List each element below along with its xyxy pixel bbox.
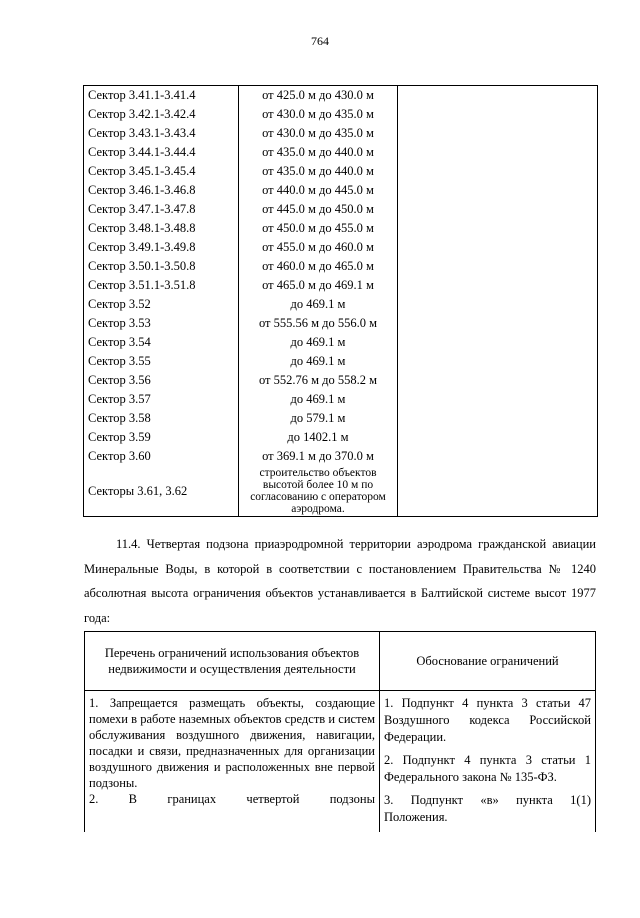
sector-empty-cell	[398, 143, 598, 162]
sector-empty-cell	[398, 162, 598, 181]
sector-empty-cell	[398, 371, 598, 390]
sector-row	[84, 105, 598, 124]
sector-height-limit: от 430.0 м до 435.0 м	[239, 124, 398, 143]
sector-height-limit: от 465.0 м до 469.1 м	[239, 276, 398, 295]
subzone-paragraph: 11.4. Четвертая подзона приаэродромной территории аэродрома гражданской авиации Минеральные Воды, в которой в соответствии с постановлением Правительства № 1240 абсолютная высота ограничения объектов устанавливается в Балтийской системе высот 1977 года:	[84, 537, 596, 625]
restriction-item: 1. Запрещается размещать объекты, создающие помехи в работе наземных объектов средств и систем обслуживания воздушного движения, навигации, посадки и связи, предназначенных для организации воздушного движения и расположенных вне первой подзоны.	[89, 696, 375, 790]
sector-height-limit: от 555.56 м до 556.0 м	[239, 314, 398, 333]
sector-name: Сектор 3.57	[84, 390, 239, 409]
sector-name: Секторы 3.61, 3.62	[84, 466, 239, 517]
sector-height-limit: до 1402.1 м	[239, 428, 398, 447]
sector-empty-cell	[398, 314, 598, 333]
sector-name: Сектор 3.46.1-3.46.8	[84, 181, 239, 200]
sector-empty-cell	[398, 86, 598, 106]
sector-row	[84, 466, 598, 517]
sector-name: Сектор 3.43.1-3.43.4	[84, 124, 239, 143]
sector-name: Сектор 3.58	[84, 409, 239, 428]
sector-row	[84, 295, 598, 314]
sector-height-limit: от 445.0 м до 450.0 м	[239, 200, 398, 219]
sector-empty-cell	[398, 409, 598, 428]
sector-row	[84, 447, 598, 466]
header-justification: Обоснование ограничений	[380, 632, 596, 691]
sector-row	[84, 124, 598, 143]
sector-height-limit: до 579.1 м	[239, 409, 398, 428]
sector-height-limit: от 455.0 м до 460.0 м	[239, 238, 398, 257]
sector-empty-cell	[398, 333, 598, 352]
restriction-item: 2. В границах четвертой подзоны	[89, 792, 375, 806]
sector-height-limit: до 469.1 м	[239, 333, 398, 352]
restrictions-left-cell	[85, 691, 380, 833]
sector-empty-cell	[398, 276, 598, 295]
sector-name: Сектор 3.56	[84, 371, 239, 390]
sector-row	[84, 314, 598, 333]
header-restrictions-list: Перечень ограничений использования объектов недвижимости и осуществления деятельности	[85, 632, 380, 691]
sector-row	[84, 200, 598, 219]
sector-name: Сектор 3.48.1-3.48.8	[84, 219, 239, 238]
sector-empty-cell	[398, 352, 598, 371]
sector-name: Сектор 3.42.1-3.42.4	[84, 105, 239, 124]
sector-empty-cell	[398, 105, 598, 124]
justification-item: 2. Подпункт 4 пункта 3 статьи 1 Федерального закона № 135-ФЗ.	[384, 753, 591, 784]
restrictions-table	[84, 631, 596, 832]
sector-name: Сектор 3.47.1-3.47.8	[84, 200, 239, 219]
restrictions-header-row	[85, 632, 596, 691]
sector-height-limit: от 460.0 м до 465.0 м	[239, 257, 398, 276]
sector-name: Сектор 3.55	[84, 352, 239, 371]
sector-name: Сектор 3.51.1-3.51.8	[84, 276, 239, 295]
sector-empty-cell	[398, 238, 598, 257]
sector-row	[84, 181, 598, 200]
sector-name: Сектор 3.41.1-3.41.4	[84, 86, 239, 106]
sector-row	[84, 352, 598, 371]
justification-item: 3. Подпункт «в» пункта 1(1) Положения.	[384, 793, 591, 824]
sector-height-limit: строительство объектов высотой более 10 м по согласованию с оператором аэродрома.	[239, 466, 398, 517]
sector-row	[84, 333, 598, 352]
sector-height-limit: от 435.0 м до 440.0 м	[239, 143, 398, 162]
sector-row	[84, 276, 598, 295]
sector-row	[84, 238, 598, 257]
sector-row	[84, 390, 598, 409]
sector-height-limit: от 435.0 м до 440.0 м	[239, 162, 398, 181]
sector-empty-cell	[398, 200, 598, 219]
sector-height-limit: до 469.1 м	[239, 390, 398, 409]
sector-empty-cell	[398, 428, 598, 447]
sector-name: Сектор 3.49.1-3.49.8	[84, 238, 239, 257]
restrictions-body-row	[85, 691, 596, 833]
sector-empty-cell	[398, 124, 598, 143]
restrictions-right-cell	[380, 691, 596, 833]
sector-height-limit: до 469.1 м	[239, 352, 398, 371]
sector-name: Сектор 3.52	[84, 295, 239, 314]
sector-height-limit: от 440.0 м до 445.0 м	[239, 181, 398, 200]
justification-item: 1. Подпункт 4 пункта 3 статьи 47 Воздушного кодекса Российской Федерации.	[384, 696, 591, 744]
sector-name: Сектор 3.60	[84, 447, 239, 466]
sector-row	[84, 162, 598, 181]
sectors-table	[83, 85, 598, 517]
sector-height-limit: от 425.0 м до 430.0 м	[239, 86, 398, 106]
sector-name: Сектор 3.45.1-3.45.4	[84, 162, 239, 181]
sector-name: Сектор 3.59	[84, 428, 239, 447]
sector-name: Сектор 3.44.1-3.44.4	[84, 143, 239, 162]
sector-row	[84, 86, 598, 106]
sector-empty-cell	[398, 466, 598, 517]
sector-row	[84, 219, 598, 238]
sector-row	[84, 257, 598, 276]
sector-empty-cell	[398, 447, 598, 466]
sector-height-limit: от 430.0 м до 435.0 м	[239, 105, 398, 124]
sector-empty-cell	[398, 295, 598, 314]
sector-row	[84, 371, 598, 390]
sector-row	[84, 143, 598, 162]
sector-empty-cell	[398, 257, 598, 276]
sector-name: Сектор 3.54	[84, 333, 239, 352]
sector-row	[84, 428, 598, 447]
sector-name: Сектор 3.53	[84, 314, 239, 333]
sector-height-limit: от 552.76 м до 558.2 м	[239, 371, 398, 390]
sector-empty-cell	[398, 390, 598, 409]
sector-name: Сектор 3.50.1-3.50.8	[84, 257, 239, 276]
sector-height-limit: от 450.0 м до 455.0 м	[239, 219, 398, 238]
sector-row	[84, 409, 598, 428]
sector-empty-cell	[398, 219, 598, 238]
page-number: 764	[311, 34, 329, 48]
sector-height-limit: до 469.1 м	[239, 295, 398, 314]
sector-height-limit: от 369.1 м до 370.0 м	[239, 447, 398, 466]
sector-empty-cell	[398, 181, 598, 200]
